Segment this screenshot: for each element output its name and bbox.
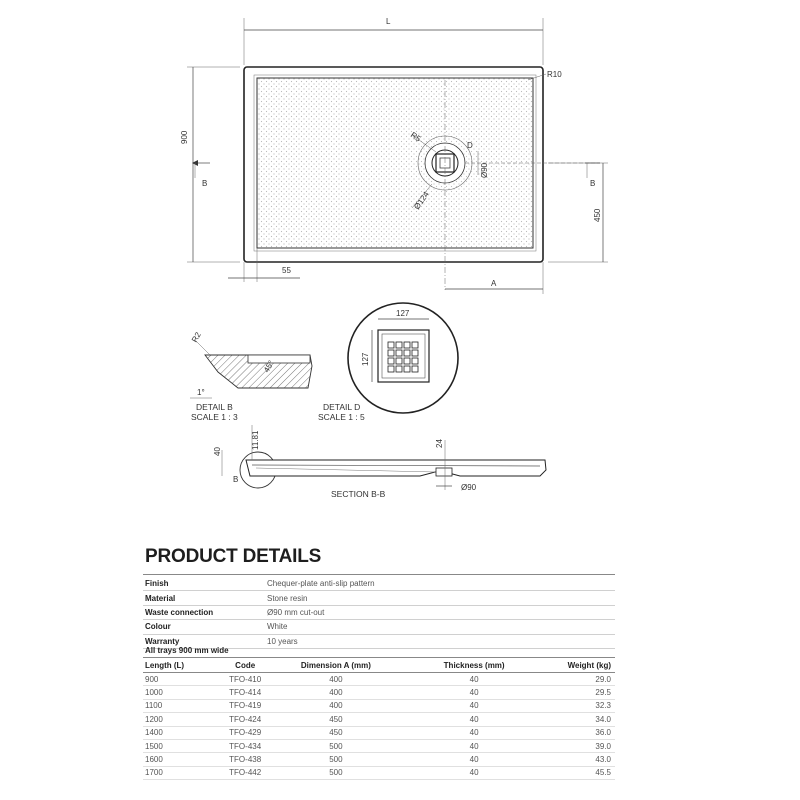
table-cell: 40 <box>404 673 545 686</box>
table-cell: TFO-419 <box>222 699 268 712</box>
product-details-list <box>143 577 615 649</box>
detail-b-scale: SCALE 1 : 3 <box>191 412 238 422</box>
table-row <box>143 726 615 739</box>
detail-value: Stone resin <box>267 593 308 603</box>
table-cell: 1100 <box>143 699 222 712</box>
table-cell: 1700 <box>143 766 222 779</box>
table-cell: 32.3 <box>544 699 615 712</box>
table-cell: 40 <box>404 699 545 712</box>
table-cell: 900 <box>143 673 222 686</box>
svg-text:40: 40 <box>213 447 222 456</box>
table-cell: 40 <box>404 766 545 779</box>
waste-offset-dimension: A <box>491 279 497 288</box>
table-cell: 1400 <box>143 726 222 739</box>
table-cell: 43.0 <box>544 753 615 766</box>
table-row <box>143 699 615 712</box>
table-cell: 39.0 <box>544 739 615 752</box>
column-header: Code <box>222 658 268 673</box>
svg-text:45°: 45° <box>261 359 276 374</box>
table-cell: 40 <box>404 753 545 766</box>
half-width-dimension: 450 <box>593 208 602 222</box>
detail-b <box>190 330 312 422</box>
length-dimension: L <box>386 17 391 26</box>
table-cell: 400 <box>268 699 404 712</box>
table-cell: 40 <box>404 726 545 739</box>
detail-row <box>143 606 615 620</box>
table-cell: 400 <box>268 686 404 699</box>
title-divider <box>143 574 615 575</box>
table-cell: 45.5 <box>544 766 615 779</box>
spec-header-row <box>143 658 615 673</box>
table-cell: 40 <box>404 739 545 752</box>
width-dimension: 900 <box>180 130 189 144</box>
spec-table <box>143 658 615 780</box>
table-cell: 450 <box>268 713 404 726</box>
svg-text:127: 127 <box>361 352 370 366</box>
detail-d-label: DETAIL D <box>323 402 361 412</box>
detail-label: Finish <box>145 579 169 589</box>
column-header: Thickness (mm) <box>404 658 545 673</box>
detail-value: Ø90 mm cut-out <box>267 607 325 617</box>
table-cell: TFO-410 <box>222 673 268 686</box>
table-row <box>143 739 615 752</box>
table-row <box>143 686 615 699</box>
detail-label: Warranty <box>145 636 180 646</box>
column-header: Dimension A (mm) <box>268 658 404 673</box>
svg-text:D: D <box>467 141 473 150</box>
table-cell: TFO-434 <box>222 739 268 752</box>
table-cell: 500 <box>268 753 404 766</box>
svg-text:Ø90: Ø90 <box>480 162 489 178</box>
table-cell: 29.5 <box>544 686 615 699</box>
plan-view <box>180 17 608 294</box>
table-row <box>143 753 615 766</box>
table-cell: TFO-438 <box>222 753 268 766</box>
table-cell: 34.0 <box>544 713 615 726</box>
spec-section <box>143 644 615 780</box>
detail-value: 10 years <box>267 636 298 646</box>
svg-text:11.81: 11.81 <box>251 430 260 450</box>
svg-text:127: 127 <box>396 309 410 318</box>
table-cell: 1200 <box>143 713 222 726</box>
svg-text:B: B <box>233 475 239 484</box>
spec-note: All trays 900 mm wide <box>143 644 615 658</box>
table-cell: TFO-414 <box>222 686 268 699</box>
detail-row <box>143 577 615 591</box>
table-cell: 40 <box>404 686 545 699</box>
svg-text:R2: R2 <box>189 330 203 344</box>
detail-label: Waste connection <box>145 607 214 617</box>
table-cell: TFO-429 <box>222 726 268 739</box>
detail-label: Material <box>145 593 176 603</box>
corner-radius-label: R10 <box>547 70 562 79</box>
detail-b-label: DETAIL B <box>196 402 233 412</box>
section-mark-left: B <box>202 179 208 188</box>
table-row <box>143 713 615 726</box>
table-cell: 400 <box>268 673 404 686</box>
detail-row <box>143 591 615 605</box>
table-cell: 500 <box>268 766 404 779</box>
table-row <box>143 766 615 779</box>
section-mark-right: B <box>590 179 596 188</box>
detail-label: Colour <box>145 622 171 632</box>
table-cell: 1000 <box>143 686 222 699</box>
svg-text:1°: 1° <box>197 388 205 397</box>
section-label: SECTION B-B <box>331 489 386 499</box>
detail-d <box>318 303 458 422</box>
rim-dimension: 55 <box>282 266 291 275</box>
table-cell: 1600 <box>143 753 222 766</box>
table-cell: 450 <box>268 726 404 739</box>
table-cell: 500 <box>268 739 404 752</box>
table-cell: TFO-424 <box>222 713 268 726</box>
svg-text:R5: R5 <box>408 130 423 144</box>
column-header: Weight (kg) <box>544 658 615 673</box>
detail-row <box>143 620 615 634</box>
svg-text:24: 24 <box>435 439 444 448</box>
detail-d-scale: SCALE 1 : 5 <box>318 412 365 422</box>
table-cell: TFO-442 <box>222 766 268 779</box>
table-cell: 29.0 <box>544 673 615 686</box>
detail-value: Chequer-plate anti-slip pattern <box>267 579 375 589</box>
column-header: Length (L) <box>143 658 222 673</box>
product-details-title: PRODUCT DETAILS <box>145 546 322 567</box>
table-cell: 40 <box>404 713 545 726</box>
table-row <box>143 673 615 686</box>
table-cell: 36.0 <box>544 726 615 739</box>
detail-value: White <box>267 622 288 632</box>
svg-text:Ø90: Ø90 <box>461 483 477 492</box>
section-b-b <box>213 425 546 499</box>
svg-text:Ø124: Ø124 <box>412 189 431 212</box>
table-cell: 1500 <box>143 739 222 752</box>
